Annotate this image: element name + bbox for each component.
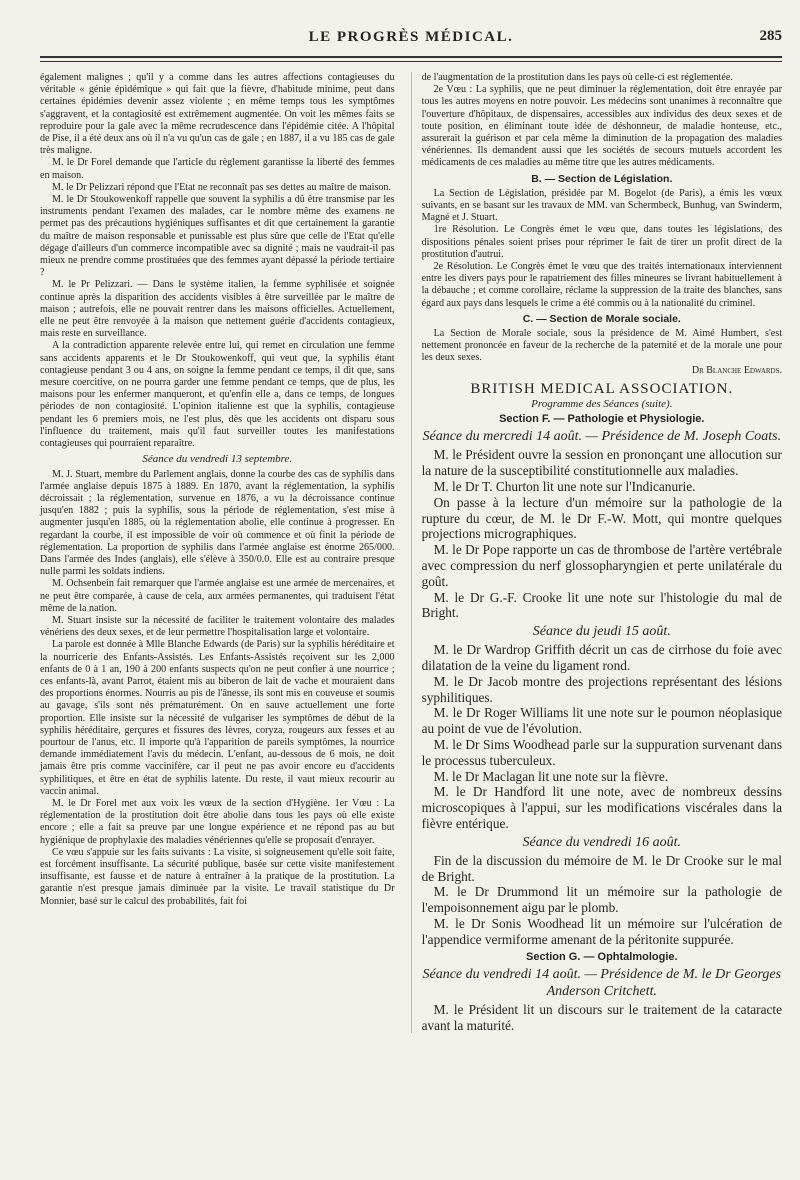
journal-title: LE PROGRÈS MÉDICAL.: [308, 29, 514, 45]
session-heading: Séance du vendredi 13 septembre.: [142, 453, 293, 466]
paragraph: 1re Résolution. Le Congrès émet le vœu que, dans toutes les législations, des dispositions pénales soient prises pour réprimer le fait de tirer un profit direct de la prostitution d'autrui.: [421, 224, 782, 260]
left-column: [40, 72, 395, 1033]
paragraph: M. le Dr Forel met aux voix les vœux de la section d'Hygiène. 1er Vœu : La réglementation de la prostitution doit être abolie dans tous les pays où elle existe encore ; elle a fait sa preuve par une longue expérience et ne répond pas au but hygiénique de prophylaxie des maladies vénériennes qu'elle se proposait d'enrayer.: [40, 797, 395, 846]
session-heading: Séance du vendredi 16 août.: [522, 834, 682, 850]
paragraph: Fin de la discussion du mémoire de M. le Dr Crooke sur le mal de Bright.: [421, 852, 782, 884]
paragraph: M. le Dr T. Churton lit une note sur l'Indicanurie.: [433, 479, 696, 495]
section-heading: Section F. — Pathologie et Physiologie.: [499, 413, 705, 426]
paragraph: On passe à la lecture d'un mémoire sur la pathologie de la rupture du cœur, de M. le Dr F.-W. Mott, qui montre quelques projections micrographiques.: [421, 494, 782, 542]
bma-report: [422, 413, 782, 1033]
section-heading: Section G. — Ophtalmologie.: [526, 950, 678, 963]
section-heading: B. — Section de Législation.: [531, 172, 673, 185]
paragraph: La Section de Morale sociale, sous la présidence de M. Aimé Humbert, s'est nettement prononcée en faveur de la recherche de la paternité et de la morale une pour les deux sexes.: [421, 328, 782, 364]
session-heading: Séance du mercredi 14 août. — Présidence de M. Joseph Coats.: [422, 429, 782, 445]
paragraph: La Section de Législation, présidée par M. Bogelot (de Paris), a émis les vœux suivants, en se basant sur les travaux de MM. van Schermbeck, Bunhug, van Swinderm, Magné et J. Stuart.: [421, 187, 782, 224]
paragraph: M. le Dr G.-F. Crooke lit une note sur l'histologie du mal de Bright.: [421, 589, 782, 621]
programme-subheading: Programme des Séances (suite).: [531, 398, 673, 411]
paragraph: M. le Dr Pope rapporte un cas de thrombose de l'artère vertébrale avec compression du nerf glossopharyngien et perte unilatérale du goût.: [421, 542, 782, 589]
paragraph: M. le Dr Roger Williams lit une note sur le poumon néoplasique au point de vue de l'évolution.: [421, 705, 782, 737]
paragraph: A la contradiction apparente relevée entre lui, qui remet en circulation une femme sans accidents apparents et le Dr Stoukowenkoff, qui veut que, la syphilis étant contagieuse pendant 3 ou 4 ans, on soigne la femme pendant ce temps, il dit que, sans mesure coercitive, on ne pourra garder une femme pendant ce temps, que de plus, les maisons pour les enfermer manqueront, et qu'enfin elle a, dans ce temps, de longues périodes de non contagiosité. L'opinion italienne est que la syphilis, contagieuse pendant les 6 premiers mois, ne l'est plus, dès que les accidents ont disparu sous l'influence du traitement, mais qu'il faut surveiller toutes les manifestations contagieuses qui pourraient reparaître.: [40, 340, 395, 450]
right-column: [411, 72, 782, 1033]
paragraph: M. le Dr Pelizzari répond que l'Etat ne reconnaît pas ses dettes au maître de maison.: [52, 181, 392, 193]
paragraph: M. le Dr Sonis Woodhead lit un mémoire sur l'ulcération de l'appendice vermiforme amenant de la péritonite suppurée.: [421, 916, 782, 947]
signature: Dr Blanche Edwards.: [691, 364, 782, 376]
page-number: 285: [759, 28, 782, 44]
paragraph: M. le Pr Pelizzari. — Dans le système italien, la femme syphilisée et soignée continue après la disparition des accidents visibles à être surveillée par le maître de maison ; autrefois, elle ne pouvait rentrer dans les maisons officielles. Actuellement, elle ne peut être renvoyée à la maison que nettement guérie d'accidents contagieux, mais reste en surveillance.: [40, 279, 395, 340]
paragraph: M. le Président ouvre la session en prononçant une allocution sur la nature de la susceptibilité constitutionnelle aux maladies.: [421, 447, 782, 479]
paragraph: M. Ochsenbein fait remarquer que l'armée anglaise est une armée de mercenaires, et ne peut être comparée, à cause de cela, aux armées permanentes, qui traduisent l'état même de la nation.: [40, 578, 395, 614]
paragraph: M. le Dr Jacob montre des projections représentant des lésions syphilitiques.: [421, 673, 782, 705]
section-heading: C. — Section de Morale sociale.: [522, 312, 681, 325]
paragraph: M. Stuart insiste sur la nécessité de faciliter le traitement volontaire des malades vénériens des deux sexes, et de leur permettre l'hospitalisation large et volontaire.: [40, 614, 395, 639]
paragraph: M. le Dr Drummond lit un mémoire sur la pathologie de l'empoisonnement aigu par le plomb.: [421, 884, 782, 916]
paragraph: La parole est donnée à Mlle Blanche Edwards (de Paris) sur la syphilis héréditaire et la nourricerie des Enfants-Assistés. Les Enfants-Assistés reçoivent sur les 2,000 enfants de 0 à 1 an, 190 à 200 enfants suspects qu'on ne peut confier à une nourrice ; ces enfants-là, avant Parrot, étaient mis au biberon de lait de vache et mouraient dans des proportions énormes. Nourris au pis de l'ânesse, ils sont mis en couveuse et soumis au gavage, s'ils sont nés prématurément. On en sauve actuellement une forte proportion. Elle insiste sur la nécessité de vulgariser les symptômes de début de la syphilis héréditaire, gerçures et fissures des lèvres, coryza, rougeurs aux fesses et au pourtour de l'anus, etc. Il importe qu'à l'apparition de pareils symptômes, la nourrice demande immédiatement l'avis du médecin. L'enfant, au-dessous de 6 mois, ne doit jamais être pris comme vaccinifère, car il peut ne pas avoir encore eu d'accidents syphilitiques, et être en état de syphilis latente. Du reste, il vaut mieux recourir au vaccin animal.: [40, 639, 395, 797]
paragraph: 2e Vœu : La syphilis, que ne peut diminuer la réglementation, doit être enrayée par tous les autres moyens en notre pouvoir. Les médecins sont unanimes à reconnaître que l'ouverture d'hôpitaux, de dispensaires, accessibles aux individus des deux sexes et de toute position, en éliminant toute idée de déshonneur, de maladie honteuse, etc., assurerait la guérison et par cela même la diminution de la propagation des maladies vénériennes. Ils demandent aussi que les sociétés de secours mutuels accordent les médicaments de ces maladies au même titre que les autres médicaments.: [421, 84, 782, 169]
paragraph: M. J. Stuart, membre du Parlement anglais, donne la courbe des cas de syphilis dans l'armée anglaise depuis 1875 à 1889. En 1870, avant la réglementation, la syphilis décroissait ; la réglementation, survenue en 1876, a vu la décroissance continue jusqu'en 1882 ; puis la syphilis, sous la période de réglementation, s'est mise à augmenter jusqu'en 1885, où la réglementation abolie, elle continue à progresser. En regardant la courbe, il est impossible de voir où commence et où finit la période de réglementation. La proportion de syphilis dans l'armée anglaise est énorme 265/000. Dans l'armée des Indes (anglais), elle s'élève à 350/0.0. Elle est au contraire presque nulle parmi les soldats indiens.: [40, 468, 395, 578]
paragraph: 2e Résolution. Le Congrès émet le vœu que des traités internationaux interviennent entre les divers pays pour le rapatriement des filles mineures se livrant habituellement à la débauche ; et comme corollaire, réclame la suppression de la traite des blanches, sans égard aux pays dans lesquels le crime a été commis ou à la nationalité du criminel.: [421, 261, 782, 309]
header-rule: [40, 56, 782, 62]
running-header: [40, 28, 782, 50]
session-heading: Séance du jeudi 15 août.: [532, 624, 671, 640]
paragraph: M. le Dr Sims Woodhead parle sur la suppuration survenant dans le processus tuberculeux.: [421, 737, 782, 768]
session-heading: Séance du vendredi 14 août. — Présidence de M. le Dr Georges Anderson Critchett.: [422, 966, 782, 999]
paragraph: M. le Dr Stoukowenkoff rappelle que souvent la syphilis a dû être transmise par les instruments pendant l'examen des malades, car le nombre même des examens ne permet pas des précautions hygiéniques suffisantes et dit que certainement la garantie du maître de maison responsable et punissable est plus sûre que celle de l'Etat qu'elle dégage d'ailleurs d'un commerce incompatible avec sa dignité ; mais ne vaudrait-il pas mieux ne prendre comme prostituées que des femmes ayant dépassé la période tertiaire ?: [40, 194, 395, 279]
paragraph: M. le Dr Wardrop Griffith décrit un cas de cirrhose du foie avec dilatation de la veine du ligament rond.: [421, 642, 782, 674]
paragraph: M. le Dr Maclagan lit une note sur la fièvre.: [433, 768, 669, 784]
paragraph: M. le Dr Forel demande que l'article du règlement garantisse la liberté des femmes en maison.: [40, 157, 395, 181]
paragraph: également malignes ; qu'il y a comme dans les autres affections contagieuses du véritable « génie épidémique » qui fait que la fièvre, d'habitude minime, peut dans certaines épidémies devenir assez violente ; en même temps tous les symptômes s'aggravent, et la contagiosité est extrêmement augmentée. On voit les mêmes faits se reproduire pour la gale avec la même recrudescence dans l'épidémie citée. A l'hôpital de Pise, il a été deux ans où il n'a vu qu'un cas de gale ; en 1887, il a vu 185 cas de gale très maligne.: [40, 72, 395, 157]
paragraph: Ce vœu s'appuie sur les faits suivants : La visite, si soigneusement qu'elle soit faite, est forcément insuffisante. La sécurité publique, basée sur cette visite manifestement insuffisante, est fausse et de nature à entraîner à la pratique de la prostitution. La garantie n'est presque jamais diminuée par la visite. Le travail statistique du Dr Monnier, basé sur le calcul des probabilités, fait foi: [40, 846, 395, 907]
paragraph: M. le Dr Handford lit une note, avec de nombreux dessins microscopiques à l'appui, sur les modifications viscérales dans la fièvre entérique.: [421, 784, 782, 832]
paragraph: de l'augmentation de la prostitution dans les pays où celle-ci est réglementée.: [421, 72, 733, 83]
association-heading: BRITISH MEDICAL ASSOCIATION.: [470, 380, 734, 397]
paragraph: M. le Président lit un discours sur le traitement de la cataracte avant la maturité.: [421, 1001, 782, 1033]
